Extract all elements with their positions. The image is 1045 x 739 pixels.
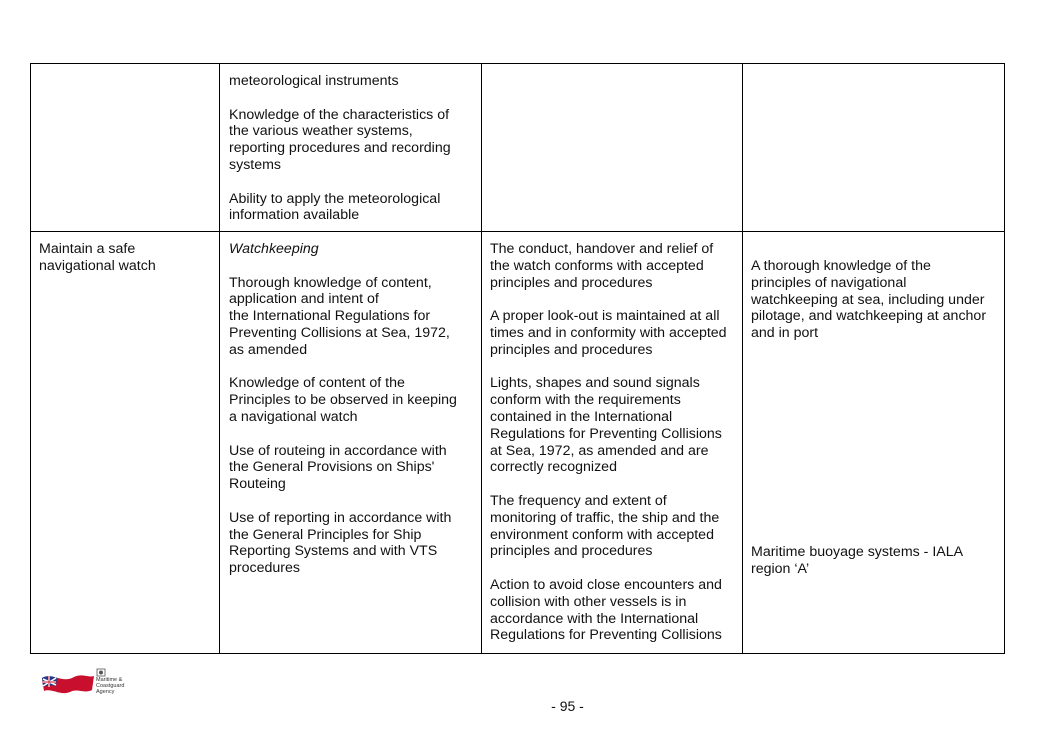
assessment-para: Maritime buoyage systems - IALA region ‘A’	[751, 544, 964, 577]
column-divider	[742, 64, 743, 653]
criteria-para: A proper look-out is maintained at all times and in conformity with accepted principles and procedures	[490, 308, 727, 358]
row-divider	[31, 231, 1004, 232]
row1-para: Ability to apply the meteorological information available	[229, 190, 441, 224]
competence-cell	[39, 241, 214, 291]
assessment-para: A thorough knowledge of the principles of navigational watchkeeping at sea, including under pilotage, and watchkeeping at anchor and in port	[751, 258, 987, 342]
criteria-para: Lights, shapes and sound signals conform with the requirements contained in the International Regulations for Preventing Collisions at Sea, 1972, as amended and are correctly recognized	[490, 375, 722, 476]
knowledge-cell	[229, 241, 477, 594]
assessment-table	[30, 63, 1005, 654]
assessment-cell-lower	[751, 544, 1003, 594]
knowledge-para: Thorough knowledge of content, application and intent of the International Regulations for Preventing Collisions at Sea, 1972, as amended	[229, 274, 450, 358]
competence-label: Maintain a safe navigational watch	[39, 241, 156, 274]
royal-crest-icon	[96, 668, 106, 677]
row1-para: Knowledge of the characteristics of the various weather systems, reporting procedures and recording systems	[229, 106, 451, 173]
knowledge-para: Knowledge of content of the Principles to be observed in keeping a navigational watch	[229, 375, 457, 425]
knowledge-para: Use of routeing in accordance with the General Provisions on Ships' Routeing	[229, 442, 447, 493]
criteria-para: The conduct, handover and relief of the watch conforms with accepted principles and procedures	[490, 241, 714, 291]
criteria-cell	[490, 241, 740, 652]
criteria-para: The frequency and extent of monitoring of traffic, the ship and the environment conform with accepted principles and procedures	[490, 492, 720, 560]
red-ensign-flag-icon	[40, 668, 96, 696]
page-number: - 95 -	[551, 698, 584, 714]
criteria-para: Action to avoid close encounters and collision with other vessels is in accordance with the International Regulations for Preventing Collisions	[490, 576, 722, 644]
row1-knowledge-cell	[229, 73, 474, 224]
assessment-cell	[751, 258, 1003, 359]
section-heading: Watchkeeping	[229, 241, 319, 257]
knowledge-para: Use of reporting in accordance with the General Principles for Ship Reporting Systems and with VTS procedures	[229, 509, 452, 577]
column-divider	[481, 64, 482, 653]
row1-para: meteorological instruments	[229, 73, 399, 89]
column-divider	[219, 64, 220, 653]
agency-name: Maritime & Coastguard Agency	[96, 677, 125, 695]
